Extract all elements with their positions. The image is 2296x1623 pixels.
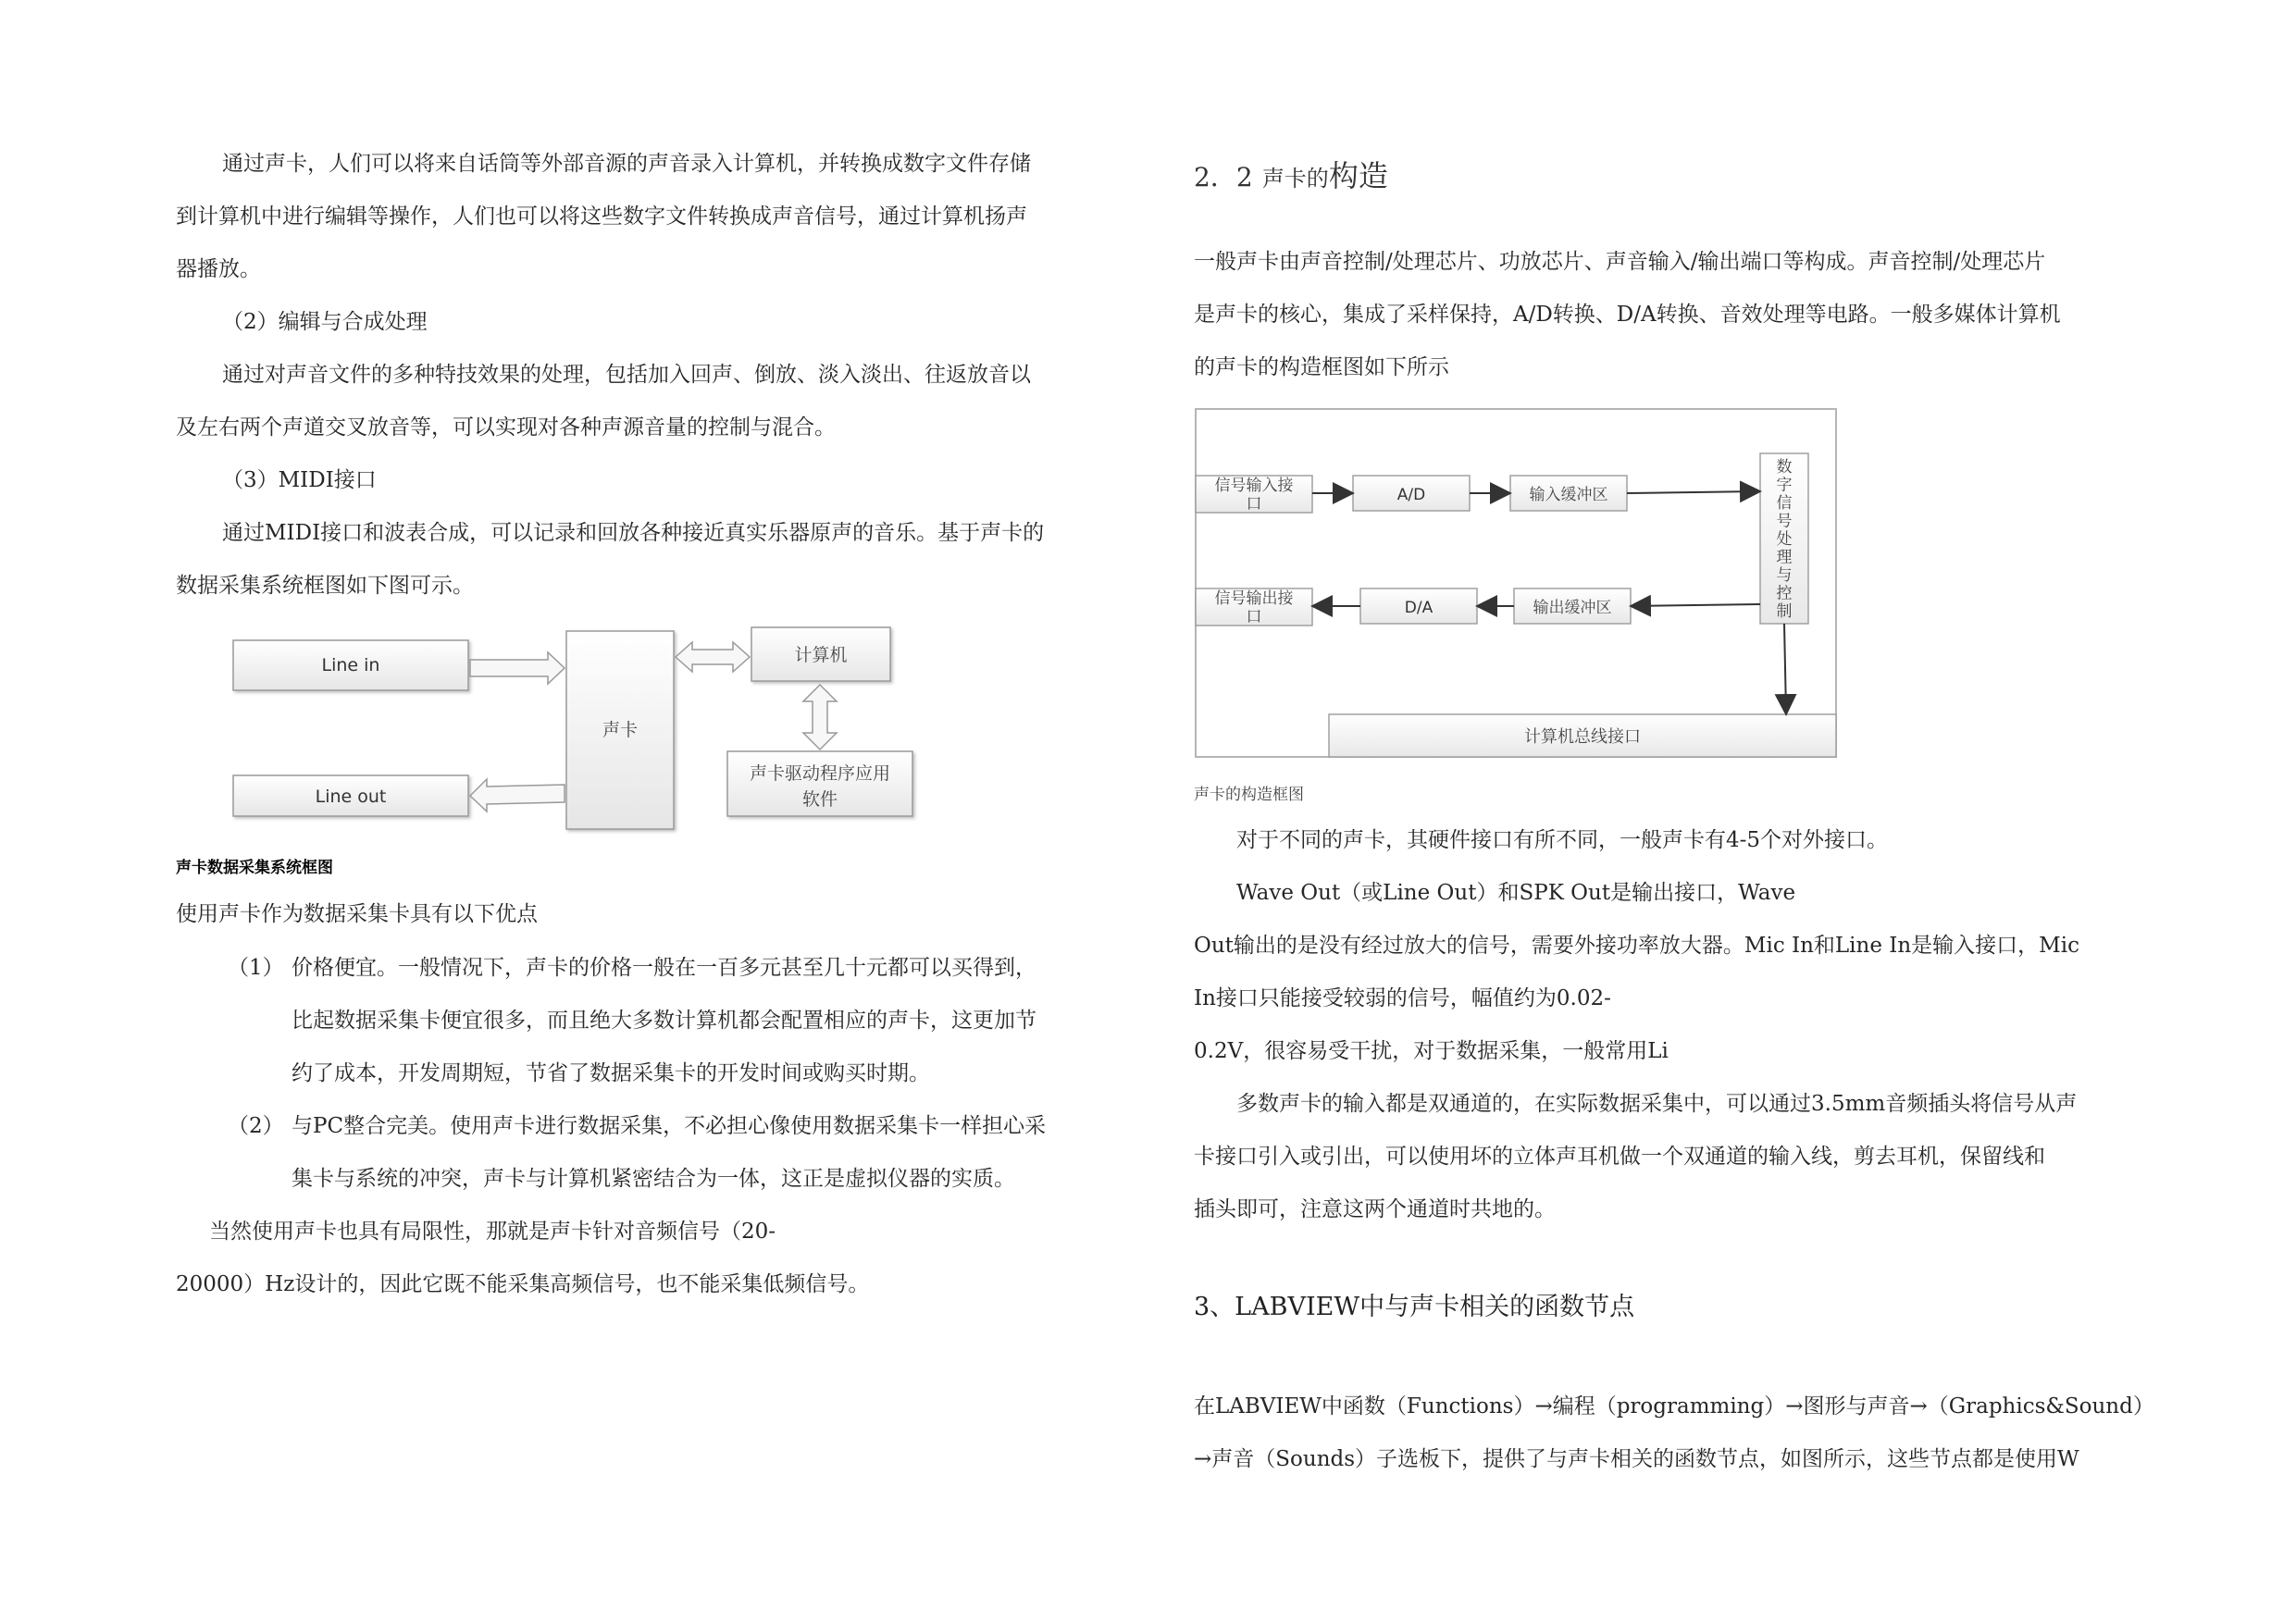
ad-label: A/D	[1396, 486, 1426, 504]
left-para3-line1: 通过MIDI接口和波表合成，可以记录和回放各种接近真实乐器原声的音乐。基于声卡的	[222, 521, 1045, 545]
section-heading-2-2	[1194, 157, 1388, 197]
ad-converter-box	[1353, 476, 1470, 511]
signal-input-label-line2: 口	[1246, 495, 1262, 514]
bus-interface-box	[1329, 714, 1836, 757]
computer-box	[751, 627, 890, 681]
left-para2-line1: 通过对声音文件的多种特技效果的处理，包括加入回声、倒放、淡入淡出、往返放音以	[222, 363, 1031, 387]
dsp-control-box	[1760, 453, 1808, 624]
line-in-label: Line in	[321, 655, 380, 675]
left-para1-line2: 到计算机中进行编辑等操作，人们也可以将这些数字文件转换成声音信号，通过计算机扬声	[176, 204, 1027, 229]
line-out-label: Line out	[315, 787, 387, 807]
right-para1-line1: 一般声卡由声音控制/处理芯片、功放芯片、声音输入/输出端口等构成。声音控制/处理芯片	[1194, 250, 2046, 274]
right-para5-line1: 在LABVIEW中函数（Functions）→编程（programming）→图形与声音→（Graphics&Sound）	[1194, 1394, 2154, 1419]
dsp-label-char: 制	[1776, 602, 1793, 621]
arrow-card-to-line-out	[470, 779, 565, 812]
input-buffer-label: 输入缓冲区	[1529, 486, 1608, 504]
right-para3-line3: In接口只能接受较弱的信号，幅值约为0.02-	[1194, 986, 1611, 1010]
left-para3-line2: 数据采集系统框图如下图可示。	[176, 574, 474, 598]
signal-input-label-line1: 信号输入接	[1214, 477, 1294, 495]
output-buffer-label: 输出缓冲区	[1533, 599, 1612, 617]
right-para3-line1: Wave Out（或Line Out）和SPK Out是输出接口，Wave	[1236, 881, 1796, 905]
line-in-box	[233, 640, 468, 690]
advantages-intro: 使用声卡作为数据采集卡具有以下优点	[176, 902, 538, 926]
right-para4-line3: 插头即可，注意这两个通道时共地的。	[1194, 1197, 1556, 1221]
right-para2: 对于不同的声卡，其硬件接口有所不同，一般声卡有4-5个对外接口。	[1236, 828, 1889, 852]
right-para5-line2: →声音（Sounds）子选板下，提供了与声卡相关的函数节点，如图所示，这些节点都是使用W	[1194, 1447, 2079, 1471]
right-para4-line1: 多数声卡的输入都是双通道的，在实际数据采集中，可以通过3.5mm音频插头将信号从声	[1236, 1092, 2078, 1116]
arrow-computer-driver	[803, 685, 837, 750]
limit-line1: 当然使用声卡也具有局限性，那就是声卡针对音频信号（20-	[209, 1220, 776, 1244]
left-item2-title: （2）编辑与合成处理	[222, 310, 428, 334]
signal-output-label-line2: 口	[1246, 608, 1262, 626]
driver-label-line1: 声卡驱动程序应用	[749, 763, 891, 784]
dsp-label	[1777, 458, 1793, 621]
signal-output-box	[1196, 588, 1312, 626]
driver-software-box	[727, 751, 912, 816]
heading-small: 声卡的	[1261, 166, 1329, 192]
adv1-line3: 约了成本，开发周期短，节省了数据采集卡的开发时间或购买时期。	[292, 1061, 930, 1085]
limit-line2: 20000）Hz设计的，因此它既不能采集高频信号，也不能采集低频信号。	[176, 1272, 870, 1296]
sound-card-structure-diagram	[1194, 407, 1847, 762]
signal-input-box	[1196, 476, 1312, 514]
caption-data-acquisition: 声卡数据采集系统框图	[176, 859, 333, 877]
dsp-label-char: 数	[1776, 458, 1793, 477]
dsp-label-char: 信	[1776, 494, 1793, 513]
driver-label-line2: 软件	[801, 789, 838, 810]
arrow-card-computer	[676, 642, 750, 672]
dsp-label-char: 处	[1776, 530, 1793, 549]
section-heading-3: 3、LABVIEW中与声卡相关的函数节点	[1194, 1293, 1635, 1321]
left-para1-line3: 器播放。	[176, 257, 261, 281]
left-para2-line2: 及左右两个声道交叉放音等，可以实现对各种声源音量的控制与混合。	[176, 415, 836, 440]
sound-card-label: 声卡	[602, 720, 639, 740]
left-item3-title: （3）MIDI接口	[222, 468, 377, 492]
da-label: D/A	[1404, 599, 1433, 617]
right-para3-line4: 0.2V，很容易受干扰，对于数据采集，一般常用Li	[1194, 1039, 1669, 1063]
right-para4-line2: 卡接口引入或引出，可以使用坏的立体声耳机做一个双通道的输入线，剪去耳机，保留线和	[1194, 1145, 2045, 1169]
right-para1-line2: 是声卡的核心，集成了采样保持，A/D转换、D/A转换、音效处理等电路。一般多媒体计算机	[1194, 303, 2061, 327]
arrow-line-in-to-card	[470, 652, 565, 684]
dsp-label-char: 理	[1776, 548, 1793, 567]
adv1-line1: 价格便宜。一般情况下，声卡的价格一般在一百多元甚至几十元都可以买得到，	[292, 956, 1036, 980]
line-out-box	[233, 775, 468, 816]
adv1-line2: 比起数据采集卡便宜很多，而且绝大多数计算机都会配置相应的声卡，这更加节	[292, 1009, 1036, 1033]
sound-card-box	[566, 631, 674, 829]
heading-big: 构造	[1328, 158, 1388, 193]
heading-number: 2．2	[1194, 162, 1253, 192]
input-buffer-box	[1510, 476, 1627, 511]
dsp-label-char: 控	[1776, 584, 1793, 603]
signal-output-label-line1: 信号输出接	[1214, 589, 1294, 608]
left-para1-line1: 通过声卡，人们可以将来自话筒等外部音源的声音录入计算机，并转换成数字文件存储	[222, 152, 1031, 176]
output-buffer-box	[1514, 588, 1631, 624]
dsp-label-char: 与	[1776, 566, 1793, 585]
adv2-line2: 集卡与系统的冲突，声卡与计算机紧密结合为一体，这正是虚拟仪器的实质。	[292, 1167, 1015, 1191]
da-converter-box	[1360, 588, 1477, 624]
dsp-label-char: 字	[1776, 476, 1793, 495]
computer-label: 计算机	[794, 645, 848, 665]
right-para1-line3: 的声卡的构造框图如下所示	[1194, 355, 1449, 379]
dsp-label-char: 号	[1776, 512, 1793, 531]
adv1-number: （1）	[228, 956, 284, 980]
adv2-line1: 与PC整合完美。使用声卡进行数据采集，不必担心像使用数据采集卡一样担心采	[292, 1114, 1047, 1138]
right-para3-line2: Out输出的是没有经过放大的信号，需要外接功率放大器。Mic In和Line In是输入接口，Mic	[1194, 934, 2079, 958]
data-acquisition-diagram	[222, 620, 925, 842]
caption-structure: 声卡的构造框图	[1194, 786, 1304, 804]
adv2-number: （2）	[228, 1114, 284, 1138]
bus-interface-label: 计算机总线接口	[1524, 727, 1641, 747]
